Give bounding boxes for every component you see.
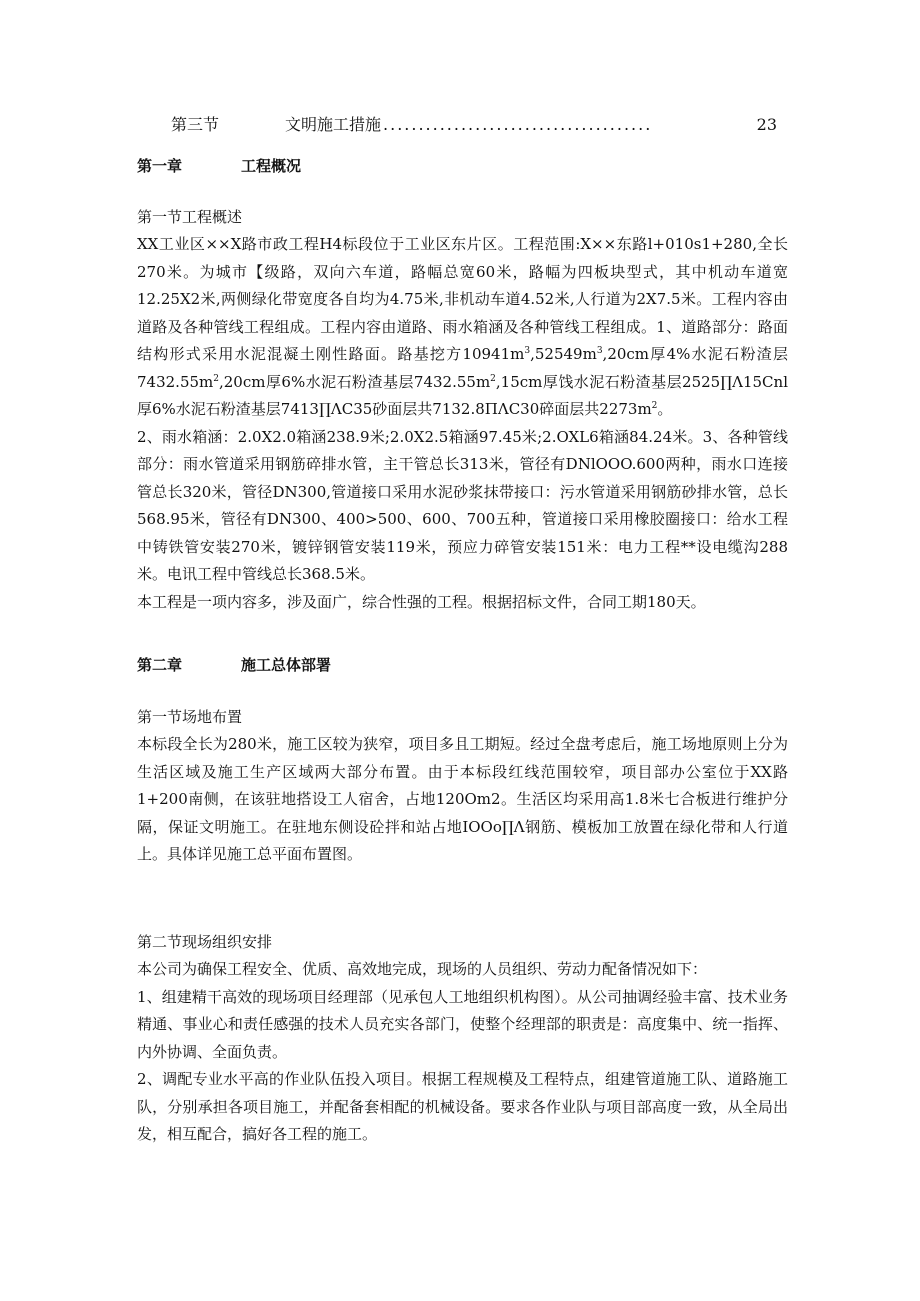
text-run: ,15cm厚饯水泥石粉渣基层2525∏Λ15Cnl厚6%水泥石粉渣基层7413∏ΛC35砂面层共7132.8ПΛC30碎面层共2273m (137, 372, 788, 418)
text-run: ,20cm厚4%水泥石粉渣层7432.55m (137, 345, 788, 391)
toc-section-number: 第三节 (171, 115, 220, 134)
paragraph: 本标段全长为280米，施工区较为狭窄，项目多且工期短。经过全盘考虑后，施工场地原则上分为生活区域及施工生产区域两大部分布置。由于本标段红线范围较窄，项目部办公室位于XX路1+200南侧，在该驻地搭设工人宿舍，占地120Om2。生活区均采用高1.8米七合板进行维护分隔，保证文明施工。在驻地东侧设砼拌和站占地IOOo∏Λ钢筋、模板加工放置在绿化带和人行道上。具体详见施工总平面布置图。 (137, 735, 788, 863)
toc-section-title: 文明施工措施 (285, 115, 382, 134)
superscript: 2 (651, 401, 658, 411)
paragraph: 本工程是一项内容多，涉及面广，综合性强的工程。根据招标文件，合同工期180天。 (137, 592, 706, 611)
chapter-number: 第二章 (137, 656, 183, 674)
chapter-2-heading (137, 654, 331, 675)
chapter-number: 第一章 (137, 157, 183, 175)
chapter-1-heading (137, 155, 301, 176)
superscript: 2 (213, 373, 219, 384)
chapter-title: 施工总体部署 (241, 656, 332, 674)
text-run: 。 (657, 400, 673, 418)
paragraph: 1、组建精干高效的现场项目经理部（见承包人工地组织机构图）。从公司抽调经验丰富、技术业务精通、事业心和责任感强的技术人员充实各部门，使整个经理部的职责是：高度集中、统一指挥、内外协调、全面负责。 (137, 987, 788, 1061)
superscript: 2 (490, 373, 496, 384)
section-body (137, 731, 788, 869)
text-run: XX工业区××X路市政工程H4标段位于工业区东片区。工程范围:X××东路l+010s1+280,全长270米。为城市【级路，双向六车道，路幅总宽60米，路幅为四板块型式，其中机动车道宽12.25X2米,两侧绿化带宽度各自均为4.75米,非机动车道4.52米,人行道为2X7.5米。工程内容由道路及各种管线工程组成。工程内容由道路、雨水箱涵及各种管线工程组成。1、道路部分：路面结构形式采用水泥混凝土刚性路面。路基挖方10941m (137, 235, 788, 363)
section-body (137, 231, 788, 616)
section-heading: 第二节现场组织安排 (137, 933, 273, 951)
toc-page-number: 23 (756, 115, 777, 134)
paragraph (137, 231, 788, 424)
paragraph: 2、调配专业水平高的作业队伍投入项目。根据工程规模及工程特点，组建管道施工队、道路施工队，分别承担各项目施工，并配备套相配的机械设备。要求各作业队与项目部高度一致，从全局出发，相互配合，搞好各工程的施工。 (137, 1070, 788, 1143)
paragraph: 本公司为确保工程安全、优质、高效地完成，现场的人员组织、劳动力配备情况如下： (137, 960, 708, 978)
superscript: 3 (524, 346, 531, 356)
paragraph: 2、雨水箱涵：2.0X2.0箱涵238.9米;2.0X2.5箱涵97.45米;2.OXL6箱涵84.24米。3、各种管线部分：雨水管道采用钢筋碎排水管，主干管总长313米，管径有DNlOOO.600两种，雨水口连接管总长320米，管径DN300,管道接口采用水泥砂浆抹带接口：污水管道采用钢筋砂排水管，总长568.95米，管径有DN300、400>500、600、700五种，管道接口采用橡胶圈接口：给水工程中铸铁管安装270米，镀锌钢管安装119米，预应力碎管安装151米：电力工程**设电缆沟288米。电讯工程中管线总长368.5米。 (137, 427, 788, 583)
chapter-title: 工程概况 (241, 157, 302, 175)
text-run: ,20cm厚6%水泥石粉渣基层7432.55m (219, 372, 491, 391)
section-heading: 第一节场地布置 (137, 708, 243, 726)
toc-leader-dots: ...................................... (383, 115, 653, 134)
text-run: ,52549m (530, 345, 597, 363)
toc-entry (171, 112, 777, 135)
superscript: 3 (596, 346, 603, 356)
section-body (137, 956, 788, 1149)
section-heading: 第一节工程概述 (137, 208, 243, 226)
